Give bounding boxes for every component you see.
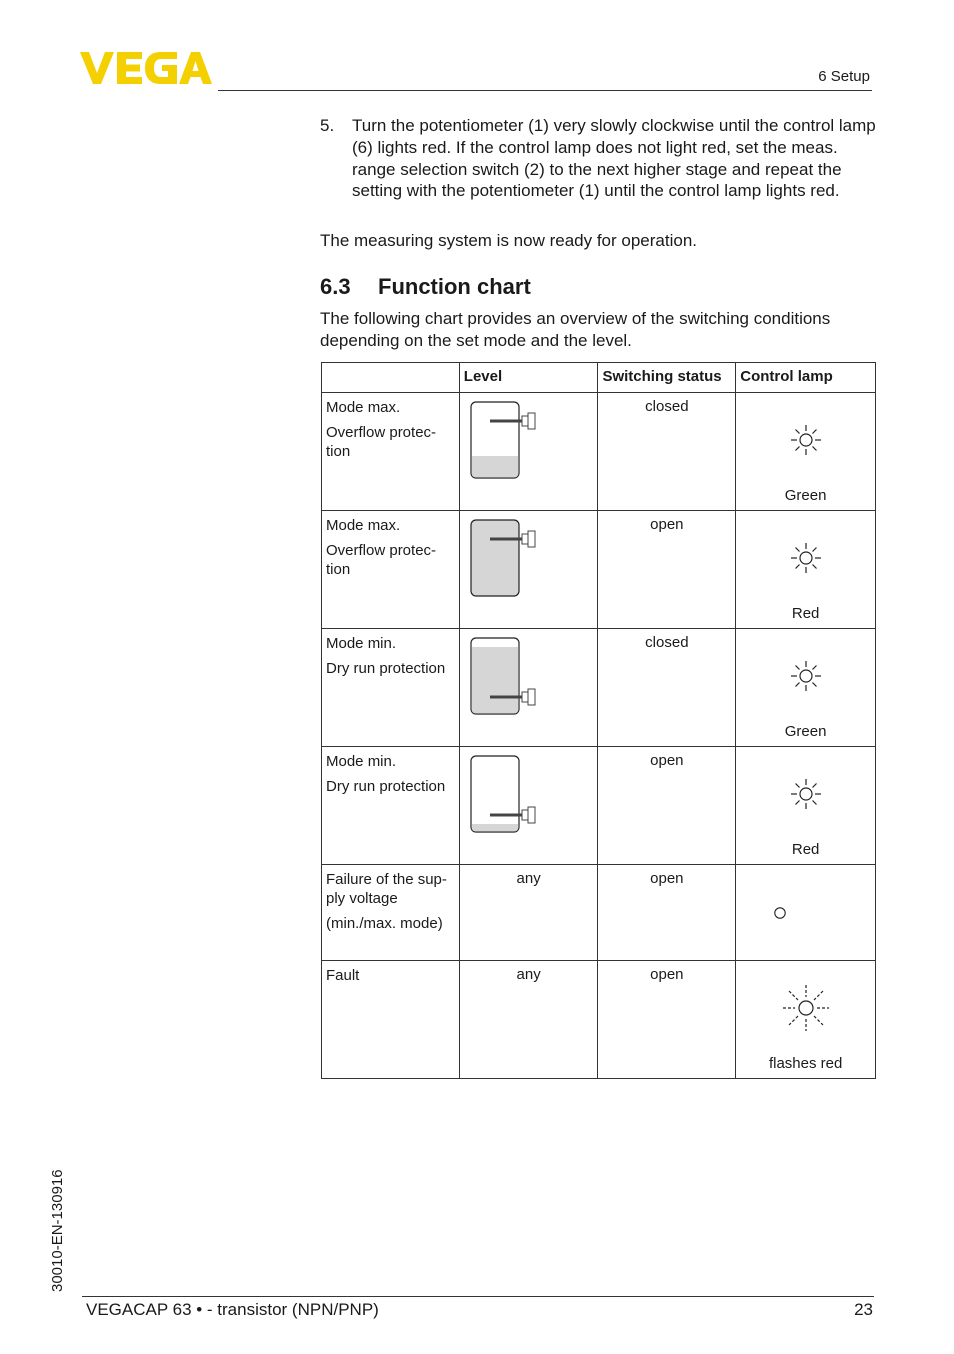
table-row — [322, 747, 876, 865]
level-cell — [459, 865, 598, 961]
mode-description: Dry run protection — [326, 660, 446, 677]
level-cell — [459, 393, 598, 511]
mode-description: Overflow protec- tion — [326, 542, 437, 578]
table-row — [322, 865, 876, 961]
lamp-cell — [736, 511, 876, 629]
mode-cell — [322, 511, 460, 629]
lamp-flashing-icon — [781, 983, 831, 1033]
mode-description: Dry run protection — [326, 778, 446, 795]
header-cell-lamp: Control lamp — [736, 363, 876, 393]
header-cell-status: Switching status — [598, 363, 736, 393]
table-row — [322, 511, 876, 629]
footer-rule — [82, 1296, 874, 1297]
lamp-lit-icon — [789, 541, 823, 575]
page-number: 23 — [854, 1300, 873, 1319]
mode-cell — [322, 629, 460, 747]
table-row — [322, 961, 876, 1079]
step-text: Turn the potentiometer (1) very slowly clockwise until the control lamp (6) lights red. If the control lamp does not light red, set the meas. range selection switch (2) to the next higher stage and repeat the setting with the potentiometer (1) until the control lamp lights red. — [352, 116, 876, 201]
table-row — [322, 393, 876, 511]
function-chart-table — [321, 362, 876, 1079]
document-code: 30010-EN-130916 — [49, 1169, 66, 1292]
vessel-low-level-sensor-top-icon — [470, 401, 536, 481]
lamp-lit-icon — [789, 777, 823, 811]
level-cell — [459, 961, 598, 1079]
mode-label: Mode min. — [326, 753, 397, 770]
step-5 — [320, 115, 876, 202]
lamp-lit-icon — [789, 423, 823, 457]
status-cell: closed — [598, 629, 736, 747]
status-cell: open — [598, 511, 736, 629]
footer-product: VEGACAP 63 • - transistor (NPN/PNP) — [86, 1300, 379, 1319]
level-cell — [459, 629, 598, 747]
section-number: 6.3 — [320, 274, 351, 299]
lamp-cell — [736, 747, 876, 865]
lamp-lit-icon — [789, 659, 823, 693]
level-cell — [459, 511, 598, 629]
lamp-label: Green — [784, 487, 827, 504]
section-intro: The following chart provides an overview of the switching conditions depending on the set mode and the level. — [320, 309, 831, 350]
header-cell-level: Level — [459, 363, 598, 393]
lamp-label: Red — [791, 841, 820, 858]
mode-cell — [322, 961, 460, 1079]
lamp-label: Green — [784, 723, 827, 740]
table-row — [322, 629, 876, 747]
mode-cell — [322, 747, 460, 865]
mode-cell — [322, 865, 460, 961]
header-section-label: 6 Setup — [818, 68, 870, 85]
header-cell-mode — [322, 363, 460, 393]
status-cell: open — [598, 865, 736, 961]
vessel-full-sensor-bottom-icon — [470, 637, 536, 717]
mode-label: Mode max. — [326, 517, 401, 534]
ready-text: The measuring system is now ready for operation. — [320, 231, 698, 250]
lamp-label: flashes red — [768, 1055, 843, 1072]
lamp-off-icon — [774, 907, 786, 919]
status-cell: closed — [598, 393, 736, 511]
step-number: 5. — [320, 116, 335, 135]
level-cell — [459, 747, 598, 865]
mode-description: Overflow protec- tion — [326, 424, 437, 460]
level-value: any — [516, 966, 541, 983]
mode-label: Mode max. — [326, 399, 401, 416]
lamp-label: Red — [791, 605, 820, 622]
table-header-row — [322, 363, 876, 393]
lamp-cell — [736, 629, 876, 747]
mode-description: (min./max. mode) — [326, 915, 443, 932]
vega-logo — [80, 52, 212, 84]
mode-label: Mode min. — [326, 635, 397, 652]
mode-label: Failure of the sup- ply voltage — [326, 871, 447, 907]
vessel-full-sensor-top-icon — [470, 519, 536, 599]
section-heading — [320, 274, 531, 300]
mode-cell — [322, 393, 460, 511]
lamp-cell — [736, 393, 876, 511]
lamp-cell — [736, 961, 876, 1079]
mode-label: Fault — [326, 967, 360, 984]
header-rule — [218, 90, 872, 91]
status-cell: open — [598, 747, 736, 865]
section-title: Function chart — [378, 274, 531, 299]
level-value: any — [516, 870, 541, 887]
status-cell: open — [598, 961, 736, 1079]
vessel-empty-sensor-bottom-icon — [470, 755, 536, 835]
lamp-cell — [736, 865, 876, 961]
